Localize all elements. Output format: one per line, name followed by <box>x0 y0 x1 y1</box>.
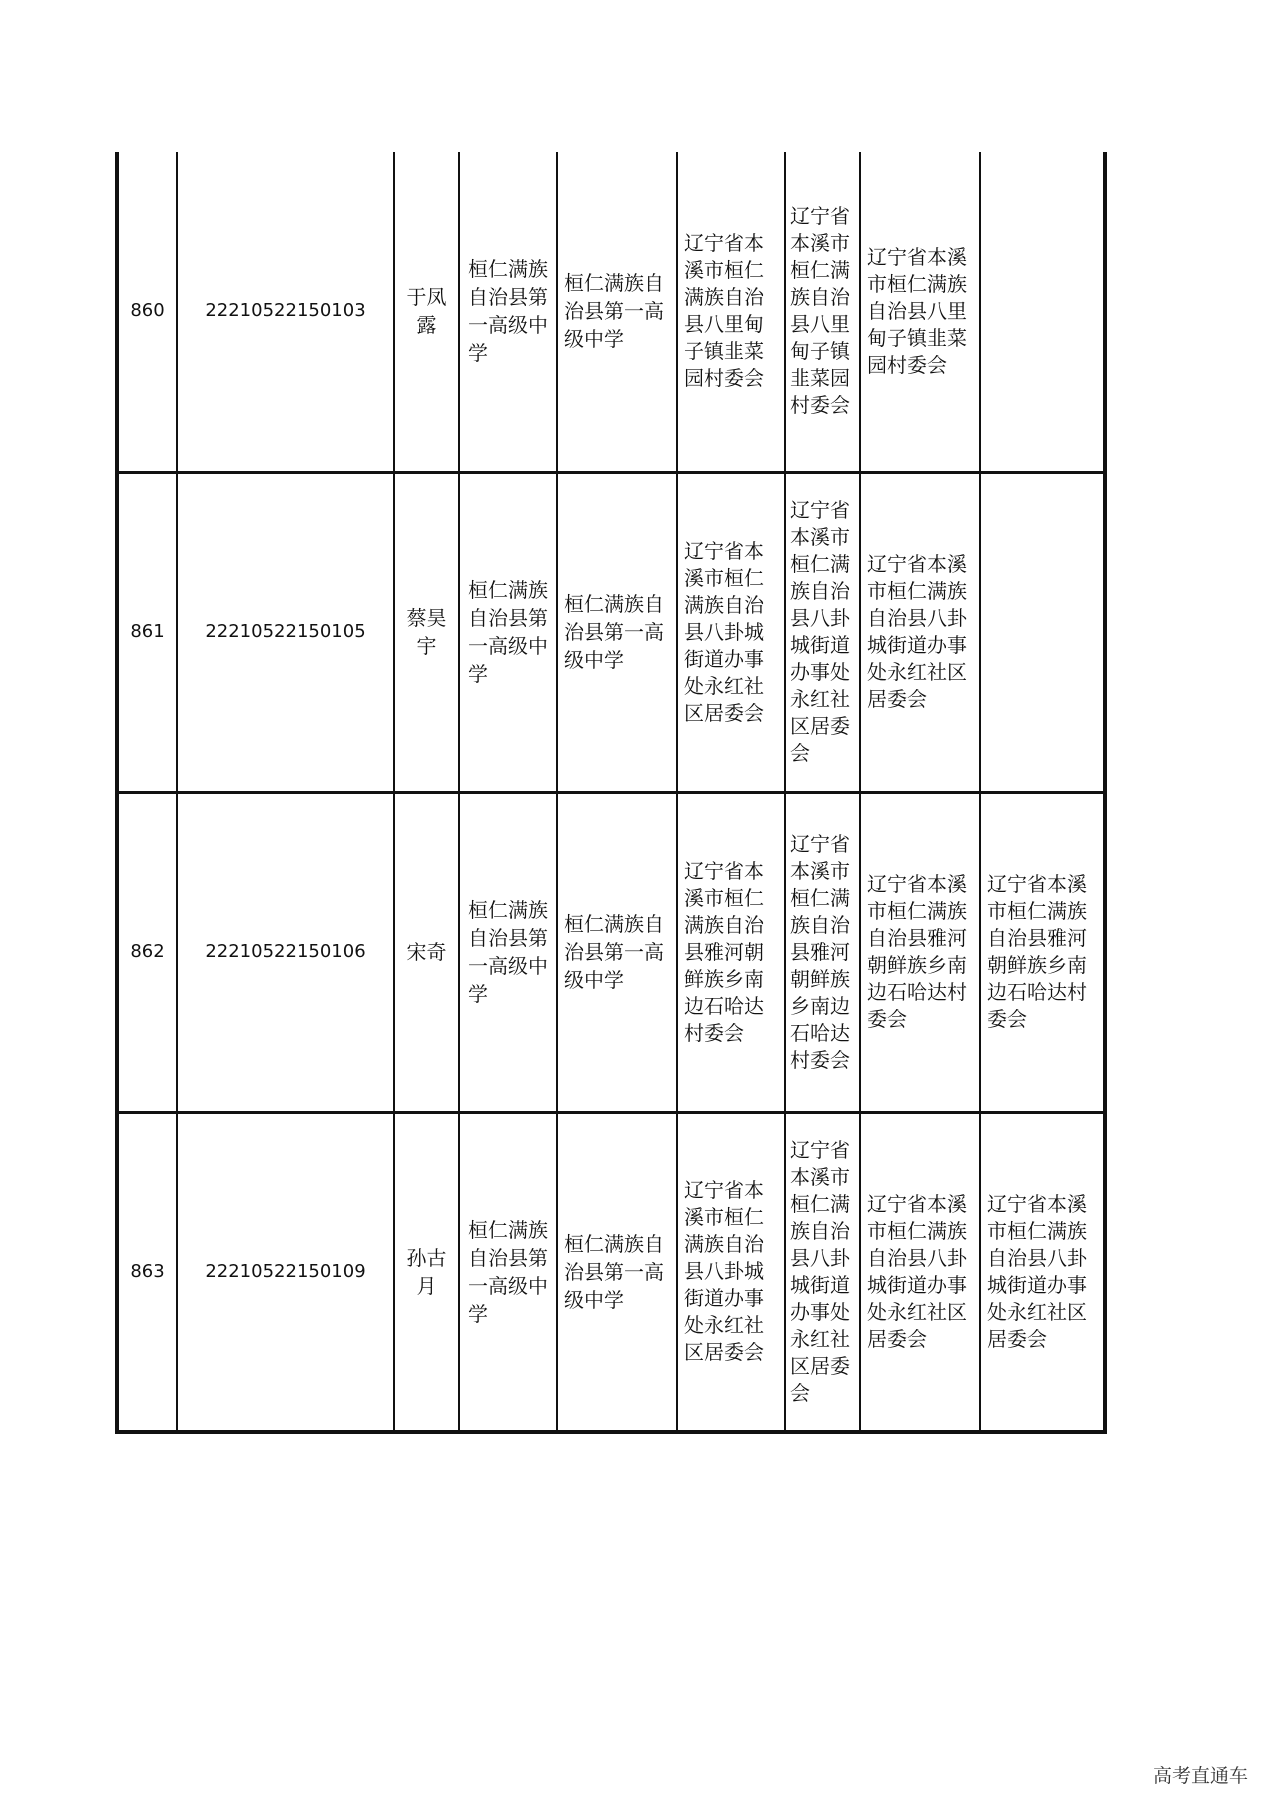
address-3: 辽宁省本溪市桓仁满族自治县雅河朝鲜族乡南边石哈达村委会 <box>860 792 980 1112</box>
student-name: 孙古月 <box>394 1112 459 1432</box>
school: 桓仁满族自治县第一高级中学 <box>459 1112 557 1432</box>
school: 桓仁满族自治县第一高级中学 <box>459 792 557 1112</box>
address-2: 辽宁省本溪市桓仁满族自治县雅河朝鲜族乡南边石哈达村委会 <box>785 792 860 1112</box>
row-number: 862 <box>117 792 177 1112</box>
address-4: 辽宁省本溪市桓仁满族自治县八卦城街道办事处永红社区居委会 <box>980 1112 1105 1432</box>
address-1: 辽宁省本溪市桓仁满族自治县八里甸子镇韭菜园村委会 <box>677 152 785 472</box>
address-4: 辽宁省本溪市桓仁满族自治县雅河朝鲜族乡南边石哈达村委会 <box>980 792 1105 1112</box>
roster-table <box>115 152 1107 1434</box>
address-1: 辽宁省本溪市桓仁满族自治县八卦城街道办事处永红社区居委会 <box>677 472 785 792</box>
exam-id: 22210522150106 <box>177 792 394 1112</box>
exam-id: 22210522150109 <box>177 1112 394 1432</box>
row-number: 863 <box>117 1112 177 1432</box>
exam-id: 22210522150103 <box>177 152 394 472</box>
school-2: 桓仁满族自治县第一高级中学 <box>557 792 677 1112</box>
school-2: 桓仁满族自治县第一高级中学 <box>557 152 677 472</box>
student-name: 于凤露 <box>394 152 459 472</box>
address-2: 辽宁省本溪市桓仁满族自治县八卦城街道办事处永红社区居委会 <box>785 472 860 792</box>
address-3: 辽宁省本溪市桓仁满族自治县八里甸子镇韭菜园村委会 <box>860 152 980 472</box>
address-2: 辽宁省本溪市桓仁满族自治县八卦城街道办事处永红社区居委会 <box>785 1112 860 1432</box>
school: 桓仁满族自治县第一高级中学 <box>459 152 557 472</box>
table-row <box>117 152 1105 472</box>
school: 桓仁满族自治县第一高级中学 <box>459 472 557 792</box>
school-2: 桓仁满族自治县第一高级中学 <box>557 472 677 792</box>
address-1: 辽宁省本溪市桓仁满族自治县八卦城街道办事处永红社区居委会 <box>677 1112 785 1432</box>
address-1: 辽宁省本溪市桓仁满族自治县雅河朝鲜族乡南边石哈达村委会 <box>677 792 785 1112</box>
address-2: 辽宁省本溪市桓仁满族自治县八里甸子镇韭菜园村委会 <box>785 152 860 472</box>
address-4 <box>980 472 1105 792</box>
table-row <box>117 1112 1105 1432</box>
address-3: 辽宁省本溪市桓仁满族自治县八卦城街道办事处永红社区居委会 <box>860 1112 980 1432</box>
table-row <box>117 472 1105 792</box>
row-number: 861 <box>117 472 177 792</box>
table-row <box>117 792 1105 1112</box>
address-3: 辽宁省本溪市桓仁满族自治县八卦城街道办事处永红社区居委会 <box>860 472 980 792</box>
row-number: 860 <box>117 152 177 472</box>
address-4 <box>980 152 1105 472</box>
student-name: 宋奇 <box>394 792 459 1112</box>
school-2: 桓仁满族自治县第一高级中学 <box>557 1112 677 1432</box>
exam-id: 22210522150105 <box>177 472 394 792</box>
watermark-text: 高考直通车 <box>1152 1765 1248 1787</box>
student-name: 蔡昊宇 <box>394 472 459 792</box>
